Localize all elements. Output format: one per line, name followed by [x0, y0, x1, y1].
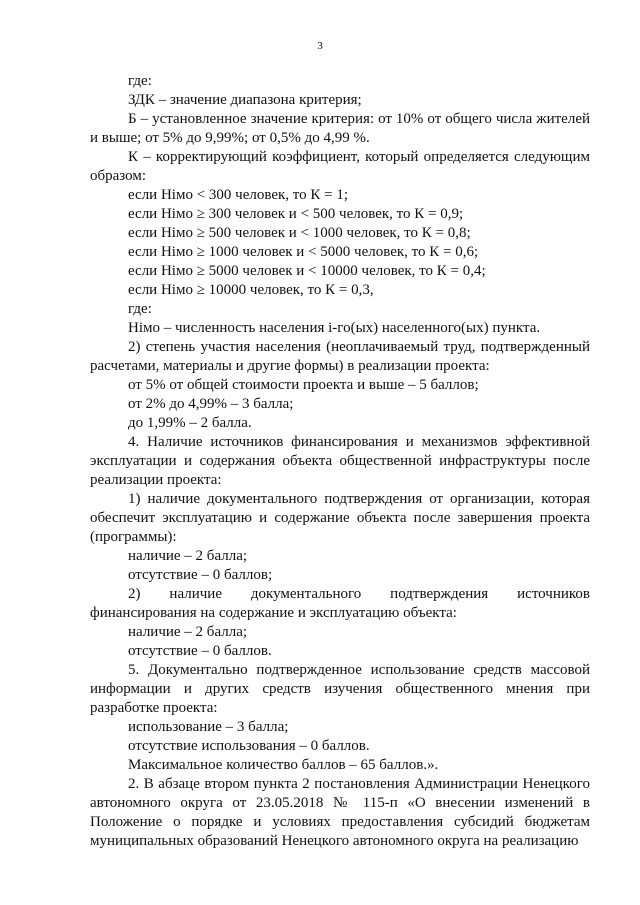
paragraph-where: где:: [128, 73, 152, 89]
condition-line: если Німо ≥ 300 человек и < 500 человек, то К = 0,9;: [128, 206, 464, 222]
score-line: наличие – 2 балла;: [128, 624, 248, 640]
paragraph-participation: 2) степень участия населения (неоплачиваемый труд, подтвержденный расчетами, материалы и другие формы) в реализации проекта:: [90, 339, 590, 374]
score-line: отсутствие – 0 баллов;: [128, 567, 273, 583]
paragraph-nimo-definition: Німо – численность населения i-го(ых) населенного(ых) пункта.: [128, 320, 541, 336]
page-number: 3: [317, 40, 323, 52]
paragraph-where-2: где:: [128, 301, 152, 317]
paragraph-max-score: Максимальное количество баллов – 65 баллов.».: [128, 757, 439, 773]
score-line: отсутствие использования – 0 баллов.: [128, 738, 370, 754]
paragraph-k-definition: К – корректирующий коэффициент, который определяется следующим образом:: [90, 149, 590, 184]
condition-line: если Німо ≥ 1000 человек и < 5000 человек, то К = 0,6;: [128, 244, 479, 260]
condition-line: если Німо ≥ 10000 человек, то К = 0,3,: [128, 282, 374, 298]
paragraph-amendment-2: 2. В абзаце втором пункта 2 постановления Администрации Ненецкого автономного округа от 23.05.2018 № 115-п «О внесении изменений в Положение о порядке и условиях предоставления субсидий бюджетам муниципальных образований Ненецкого автономного округа на реализацию: [90, 776, 590, 849]
paragraph-zdk-definition: ЗДК – значение диапазона критерия;: [128, 92, 362, 108]
condition-line: если Німо ≥ 500 человек и < 1000 человек, то К = 0,8;: [128, 225, 471, 241]
paragraph-item-1: 1) наличие документального подтверждения от организации, которая обеспечит эксплуатацию и содержание объекта после завершения проекта (программы):: [90, 491, 590, 545]
score-line: наличие – 2 балла;: [128, 548, 248, 564]
score-line: до 1,99% – 2 балла.: [128, 415, 252, 431]
paragraph-section-5: 5. Документально подтвержденное использование средств массовой информации и других средств изучения общественного мнения при разработке проекта:: [90, 662, 590, 716]
score-line: от 5% от общей стоимости проекта и выше – 5 баллов;: [128, 377, 479, 393]
paragraph-section-4: 4. Наличие источников финансирования и механизмов эффективной эксплуатации и содержания объекта общественной инфраструктуры после реализации проекта:: [90, 434, 590, 488]
paragraph-b-definition: Б – установленное значение критерия: от 10% от общего числа жителей и выше; от 5% до 9,99%; от 0,5% до 4,99 %.: [90, 111, 590, 146]
document-body: [90, 72, 590, 851]
condition-line: если Німо < 300 человек, то К = 1;: [128, 187, 349, 203]
score-line: отсутствие – 0 баллов.: [128, 643, 272, 659]
score-line: от 2% до 4,99% – 3 балла;: [128, 396, 294, 412]
score-line: использование – 3 балла;: [128, 719, 289, 735]
paragraph-item-2: 2) наличие документального подтверждения источников финансирования на содержание и эксплуатацию объекта:: [90, 586, 590, 621]
condition-line: если Німо ≥ 5000 человек и < 10000 человек, то К = 0,4;: [128, 263, 486, 279]
